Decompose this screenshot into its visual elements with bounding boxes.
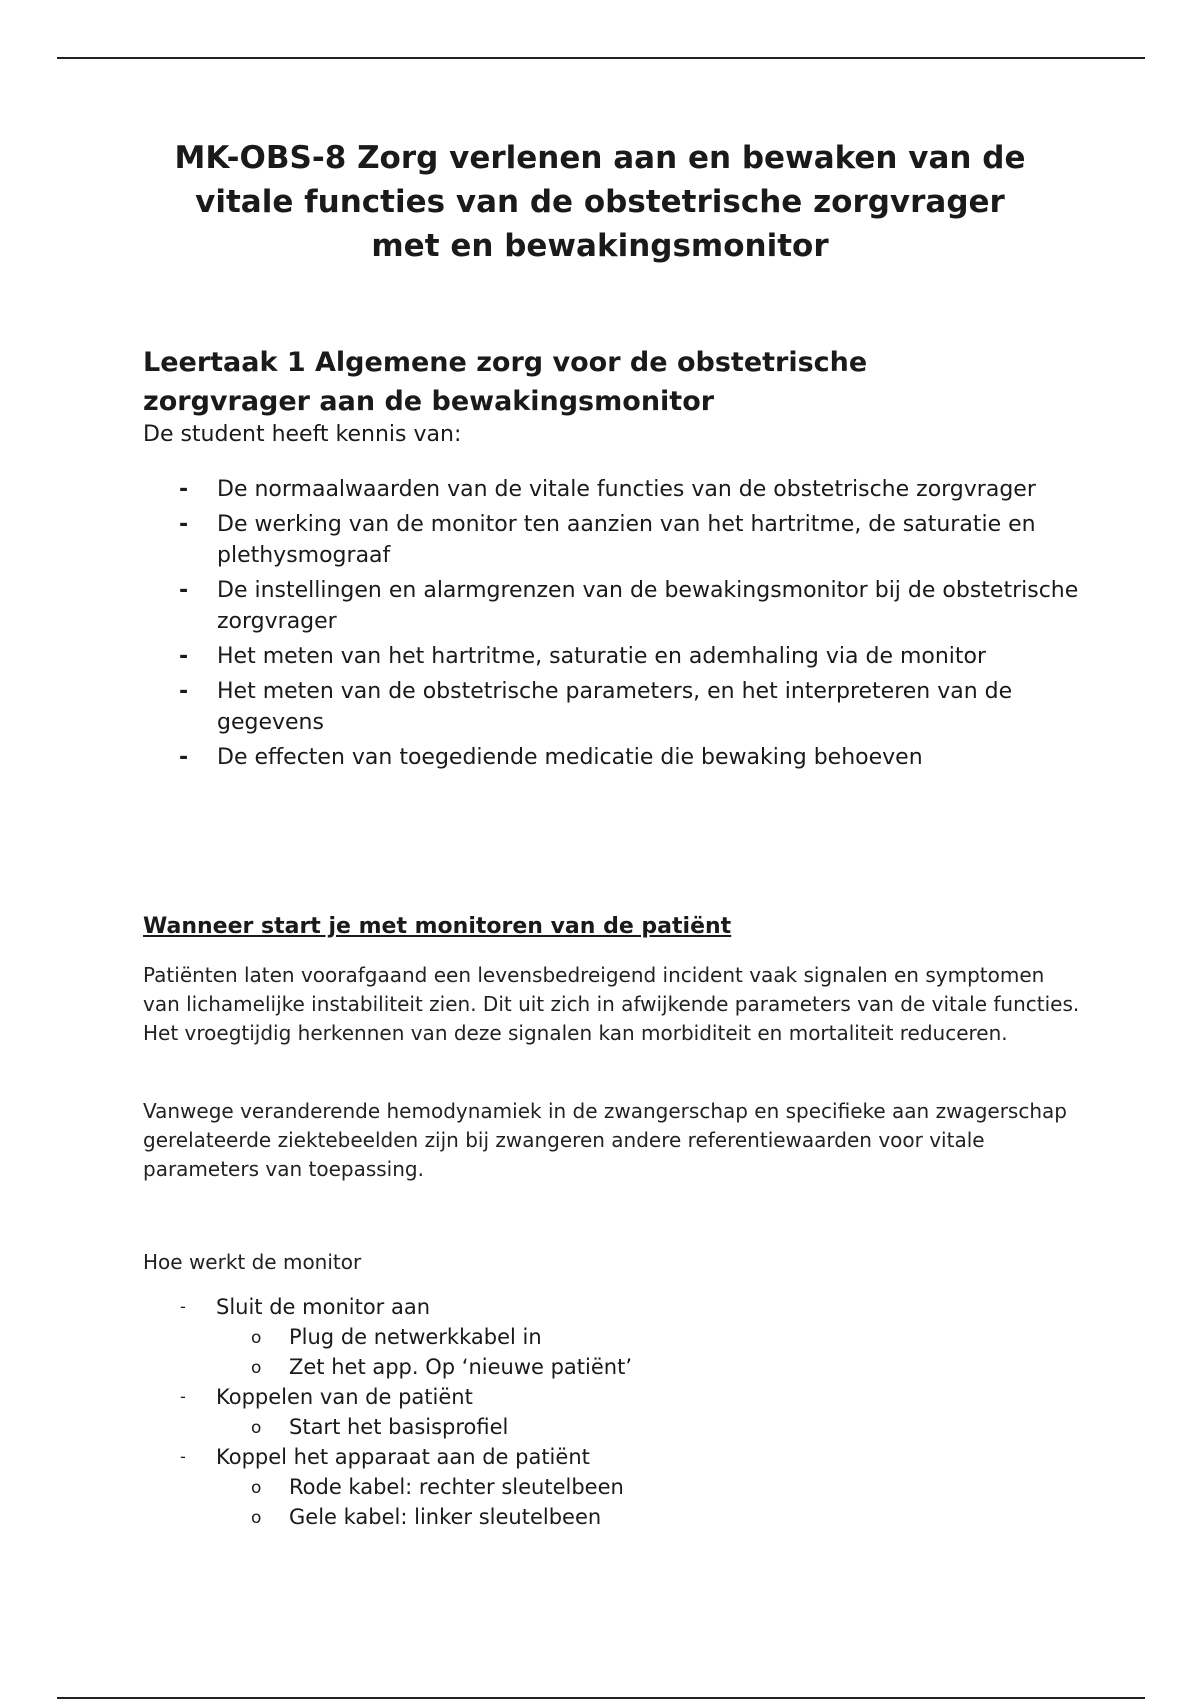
section-heading-monitor-werking: Hoe werkt de monitor [143,1250,362,1274]
list-item [143,509,1083,571]
list-item-text: De normaalwaarden van de vitale functies van de obstetrische zorgvrager [217,477,1036,502]
dash-bullet: - [180,1447,186,1466]
list-item [143,676,1083,738]
title-line: vitale functies van de obstetrische zorgvrager [195,184,1005,220]
sub-item [216,1322,1083,1352]
list-item [143,575,1083,637]
title-line: met en bewakingsmonitor [371,228,829,264]
sub-item-text: Plug de netwerkkabel in [289,1325,542,1349]
sub-item-text: Gele kabel: linker sleutelbeen [289,1505,602,1529]
list-item-text: De instellingen en alarmgrenzen van de bewakingsmonitor bij de obstetrische zorgvrager [217,578,1079,634]
list-item-text: De werking van de monitor ten aanzien van het hartritme, de saturatie en plethysmograaf [217,512,1036,568]
dash-bullet: - [180,1387,186,1406]
sub-item [216,1472,1083,1502]
sub-item-text: Zet het app. Op ‘nieuwe patiënt’ [289,1355,632,1379]
sub-list [216,1472,1083,1532]
sub-list [216,1412,1083,1442]
dash-bullet: - [180,1297,186,1316]
sub-item-text: Rode kabel: rechter sleutelbeen [289,1475,624,1499]
heading-line: Leertaak 1 Algemene zorg voor de obstetrische [143,347,868,378]
top-rule [57,57,1145,59]
dash-bullet: - [179,512,189,537]
circle-bullet: o [251,1328,262,1348]
circle-bullet: o [251,1478,262,1498]
circle-bullet: o [251,1508,262,1528]
list-item-text: Het meten van de obstetrische parameters, en het interpreteren van de gegevens [217,679,1013,735]
steps-list [143,1292,1083,1532]
list-item [143,742,1083,773]
dash-bullet: - [179,679,189,704]
step-item [143,1292,1083,1382]
step-item [143,1382,1083,1442]
sub-item-text: Start het basisprofiel [289,1415,509,1439]
paragraph: Vanwege veranderende hemodynamiek in de zwangerschap en specifieke aan zwagerschap gerelateerde ziektebeelden zijn bij zwangeren andere referentiewaarden voor vitale parameters van toepassing. [143,1099,1067,1181]
section-heading-leertaak [143,343,1083,421]
list-item-text: De effecten van toegediende medicatie die bewaking behoeven [217,745,923,770]
list-item-text: Het meten van het hartritme, saturatie en ademhaling via de monitor [217,644,987,669]
step-label: Sluit de monitor aan [216,1295,431,1319]
dash-bullet: - [179,644,189,669]
sub-item [216,1412,1083,1442]
dash-bullet: - [179,578,189,603]
bottom-rule [57,1697,1145,1699]
step-label: Koppel het apparaat aan de patiënt [216,1445,590,1469]
circle-bullet: o [251,1418,262,1438]
dash-bullet: - [179,745,189,770]
sub-item [216,1502,1083,1532]
lead-text: De student heeft kennis van: [143,422,462,447]
dash-bullet: - [179,477,189,502]
step-item [143,1442,1083,1532]
heading-line: zorgvrager aan de bewakingsmonitor [143,386,715,417]
step-label: Koppelen van de patiënt [216,1385,473,1409]
paragraph: Patiënten laten voorafgaand een levensbedreigend incident vaak signalen en symptomen van lichamelijke instabiliteit zien. Dit uit zich in afwijkende parameters van de vitale functies. Het vroegtijdig herkennen van deze signalen kan morbiditeit en mortaliteit reduceren. [143,963,1080,1045]
section-heading-monitoring: Wanneer start je met monitoren van de patiënt [143,914,732,939]
title-line: MK-OBS-8 Zorg verlenen aan en bewaken van de [174,140,1026,176]
knowledge-list [143,474,1083,777]
sub-item [216,1352,1083,1382]
document-title [100,136,1100,268]
circle-bullet: o [251,1358,262,1378]
sub-list [216,1322,1083,1382]
list-item [143,474,1083,505]
list-item [143,641,1083,672]
